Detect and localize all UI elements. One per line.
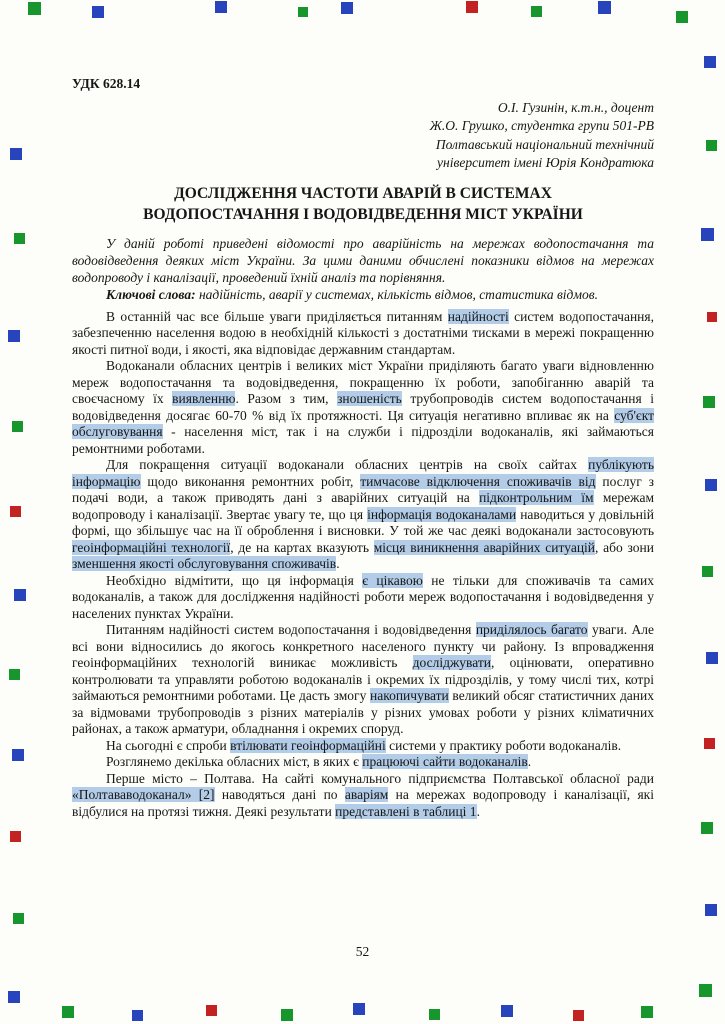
border-square [132,1010,143,1021]
border-square [10,148,22,160]
border-square [641,1006,653,1018]
border-square [704,738,715,749]
text-segment: систем водопостачання, забезпеченню населення водою в необхідній кількості з достатніми тисками в мережі покращенню якості питної води, і якості, яка відповідає державним стандартам. [72,308,654,357]
border-square [466,1,478,13]
border-square [10,506,21,517]
border-square [298,7,308,17]
border-square [8,991,20,1003]
text-segment: В останній час все більше уваги приділяється питанням [106,308,448,324]
highlighted-text: є цікавою [362,572,423,588]
border-square [10,831,21,842]
text-segment: на мережах водопроводу і каналізації, які відбулися на протязі тижня. Деякі результати [72,787,654,819]
highlighted-text: аваріям [344,787,389,802]
highlighted-text: представлені в таблиці 1 [335,803,477,819]
text-segment: Перше місто – Полтава. На сайті комунального підприємства Полтавської обласної ради [106,770,654,786]
text-segment: уваги. Але всі вони відносились до якогось конкретного населеного пункту чи району. Із впровадження геоінформаційних технологій виникає можливість [72,622,655,670]
paragraph [72,573,654,623]
highlighted-text: зменшення якості обслуговування споживачів [72,556,337,571]
border-square [706,140,717,151]
text-segment: Водоканали обласних центрів і великих міст України приділяють багато уваги відновленню мереж водопостачання та водовідведення, покращенню їх роботи, запобіганню аварій та своєчасному їх [72,358,654,406]
text-segment: системи у практику роботи водоканалів. [385,737,622,753]
border-square [598,1,611,14]
keywords-text: надійність, аварії у системах, кількість відмов, статистика відмов. [195,286,598,302]
author-line: О.І. Гузинін, к.т.н., доцент [497,99,654,115]
border-square [14,589,26,601]
text-segment: не тільки для споживачів та самих водоканалів, а також для дослідження надійності роботи мереж водопостачання і водовідведення у населених пунктах України. [72,572,655,621]
text-segment: . Разом з тим, [235,391,338,406]
border-square [429,1009,440,1020]
keywords [72,286,654,303]
border-square [13,913,24,924]
border-square [92,6,104,18]
border-square [531,6,542,17]
border-square [702,566,713,577]
border-square [701,822,713,834]
highlighted-text: зношеність [337,391,402,406]
border-square [353,1003,365,1015]
paragraph [72,754,654,771]
border-square [12,421,23,432]
text-segment: . [476,803,480,819]
border-square [699,984,712,997]
border-square [501,1005,513,1017]
border-square [8,330,20,342]
title-line-2: ВОДОПОСТАЧАННЯ І ВОДОВІДВЕДЕННЯ МІСТ УКРАЇНИ [143,205,583,223]
highlighted-text: досліджувати [412,655,491,670]
page-content [72,76,654,820]
text-segment: . [336,556,340,571]
border-square [12,749,24,761]
highlighted-text: накопичувати [369,688,449,703]
border-square [706,652,718,664]
border-square [676,11,688,23]
highlighted-text: працюючі сайти водоканалів [362,754,528,769]
page-number: 52 [355,944,370,959]
text-segment: На сьогодні є спроби [106,737,231,753]
border-square [9,669,20,680]
text-segment: Необхідно відмітити, що ця інформація [106,572,363,588]
paragraph [72,738,654,755]
paragraph [72,358,654,457]
text-segment: Розглянемо декілька обласних міст, в яких є [106,754,363,769]
author-line: Полтавський національний технічний [435,136,654,152]
title-line-1: ДОСЛІДЖЕННЯ ЧАСТОТИ АВАРІЙ В СИСТЕМАХ [174,184,552,202]
border-square [62,1006,74,1018]
author-line: університет імені Юрія Кондратюка [437,155,654,170]
border-square [281,1009,293,1021]
border-square [707,312,717,322]
highlighted-text: «Полтававодоканал» [2] [72,787,215,802]
text-segment: наводиться у довільній формі, що збільшує час на її оброблення і висновки. У той же час деякі водоканали застосовують [72,506,654,538]
border-square [703,396,715,408]
text-segment: трубопроводів систем водопостачання і водовідведення досягає 60-70 % від їх протяжності. Ця ситуація негативно впливає як на [72,391,654,423]
text-segment: мережам водопроводу і каналізації. Звертає увагу те, що ця [72,490,654,522]
paragraph [72,457,654,573]
border-square [215,1,227,13]
paragraph [72,622,654,738]
text-segment: щодо виконання ремонтних робіт, [140,473,361,489]
border-square [573,1010,584,1021]
border-square [705,904,717,916]
text-segment: наводяться дані по [214,787,345,802]
text-segment: послуг з подачі води, а також приводять дані з аварійних ситуацій на [72,473,654,505]
highlighted-text: виявленню [172,391,236,406]
text-segment: Для покращення ситуації водоканали обласних центрів на своїх сайтах [106,457,589,472]
border-square [701,228,714,241]
text-segment: Питанням надійності систем водопостачання і водовідведення [106,622,476,637]
highlighted-text: надійності [447,308,509,324]
border-square [705,479,717,491]
border-square [14,233,25,244]
paragraph [72,309,654,359]
text-segment: великий обсяг статистичних даних за відмовами трубопроводів з різних матеріалів у різних умовах роботи у різних кліматичних районах, а також арматури, обладнання і окремих споруд. [72,688,655,736]
highlighted-text: інформація водоканалами [367,506,517,522]
border-square [206,1005,217,1016]
highlighted-text: приділялось багато [475,622,588,637]
body-paragraphs [72,309,654,821]
article-title [72,183,654,225]
highlighted-text: тимчасове відключення споживачів від [360,473,596,489]
border-square [28,2,41,15]
highlighted-text: підконтрольним їм [479,490,594,505]
border-square [704,56,716,68]
text-segment: - населення міст, так і на служби і підрозділи водоканалів, які займаються ремонтними роботами. [72,424,654,456]
paragraph [72,771,654,821]
highlighted-text: місця виникнення аварійних ситуацій [373,539,596,555]
text-segment: . [527,754,532,769]
highlighted-text: втілювати геоінформаційні [230,737,386,753]
border-square [341,2,353,14]
highlighted-text: суб'єкт обслуговування [72,407,654,439]
keywords-label: Ключові слова: [106,286,196,302]
author-line: Ж.О. Грушко, студентка групи 501-РВ [429,118,654,133]
author-block [72,99,654,173]
text-segment: , або зони [595,539,654,555]
highlighted-text: геоінформаційні технології [72,539,231,555]
udc-code: УДК 628.14 [72,76,141,91]
abstract: У даній роботі приведені відомості про аварійність на мережах водопостачання та водовідведення деяких міст України. За цими даними обчислені показники відмов на мережах водопроводу і каналізації, проведений їхній аналіз та порівняння. [72,235,654,285]
text-segment: , оцінювати, оперативно контролювати та управляти роботою водоканалів і окремих їх підрозділів, у тому числі тих, котрі займаються ремонтними роботами. Це дасть змогу [72,655,654,703]
highlighted-text: публікують інформацію [72,457,654,489]
text-segment: , де на картах вказують [230,539,374,555]
